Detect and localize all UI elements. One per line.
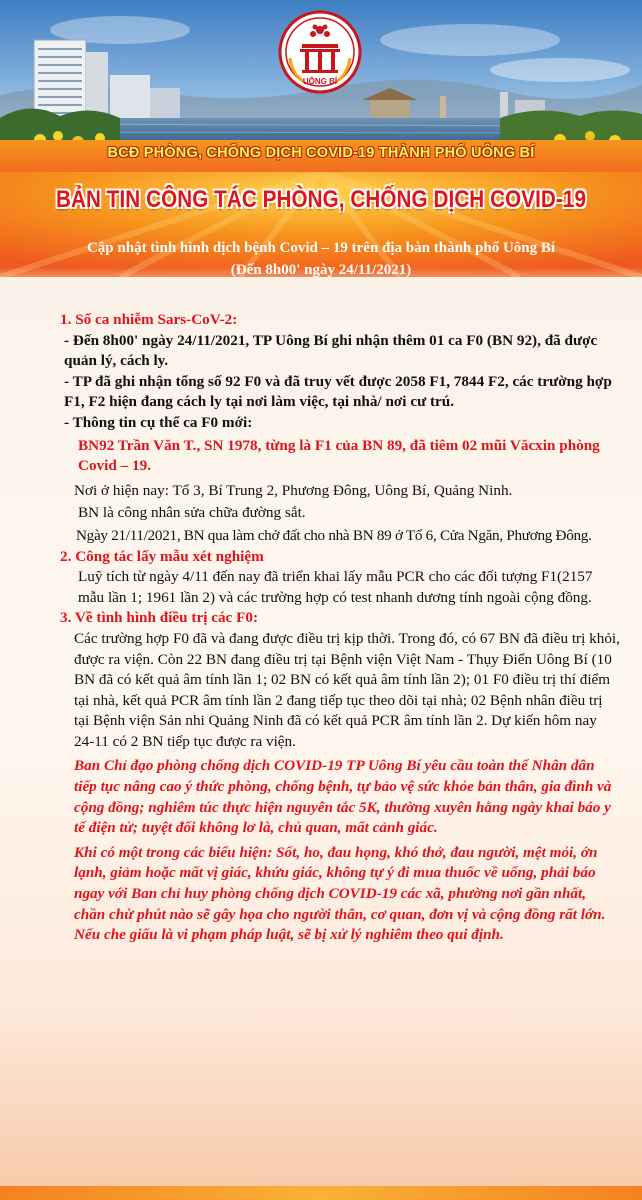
bottom-decor-bar (0, 1186, 642, 1200)
section-2-heading: 2. Công tác lấy mẫu xét nghiệm (60, 547, 264, 565)
notice-paragraph-1: Ban Chỉ đạo phòng chống dịch COVID-19 TP Uông Bí yêu cầu toàn thể Nhân dân tiếp tục nâng cao ý thức phòng, chống bệnh, tự bảo vệ sức khỏe bản thân, gia đình và cộng đồng; nghiêm túc thực hiện nguyên tắc 5K, thường xuyên hằng ngày khai báo y tế điện tử; tuyệt đối không lơ là, chủ quan, mất cảnh giác. (74, 757, 612, 837)
unit-title: BCĐ PHÒNG, CHỐNG DỊCH COVID-19 THÀNH PHỐ UÔNG BÍ (107, 145, 535, 161)
new-case-info: BN92 Trần Văn T., SN 1978, từng là F1 của BN 89, đã tiêm 02 mũi Văcxin phòng Covid – 19. (78, 436, 600, 475)
bulletin-title: BẢN TIN CÔNG TÁC PHÒNG, CHỐNG DỊCH COVID-19 (55, 186, 587, 213)
section-1-paragraph-3: - Thông tin cụ thể ca F0 mới: (64, 413, 253, 431)
section-1-paragraph-1: - Đến 8h00' ngày 24/11/2021, TP Uông Bí ghi nhận thêm 01 ca F0 (BN 92), đã được quản lý, cách ly. (64, 331, 598, 370)
case-history: Ngày 21/11/2021, BN qua làm chở đất cho nhà BN 89 ở Tổ 6, Cửa Ngăn, Phương Đông. (76, 526, 592, 544)
section-3-heading: 3. Về tình hình điều trị các F0: (60, 609, 259, 627)
section-1-heading: 1. Số ca nhiễm Sars-CoV-2: (60, 311, 238, 328)
bulletin-subtitle: Cập nhật tình hình dịch bệnh Covid – 19 trên địa bàn thành phố Uông Bí (86, 240, 556, 256)
bulletin-body (60, 310, 620, 946)
section-3-paragraph: Các trường hợp F0 đã và đang được điều trị kịp thời. Trong đó, có 67 BN đã điều trị khỏi, được ra viện. Còn 22 BN đang điều trị tại Bệnh viện Việt Nam - Thụy Điển Uông Bí (10 BN đã có kết quả âm tính lần 1; 02 BN có kết quả âm tính lần 2); 01 F0 điều trị thí điểm tại nhà, kết quả PCR âm tính lần 2 đang tiếp tục theo dõi tại nhà; 02 Bệnh nhân điều trị tại Bệnh viện Sản nhi Quảng Ninh đã có kết quả PCR âm tính lần 2. Dự kiến hôm nay 24-11 có 2 BN tiếp tục được ra viện. (74, 629, 620, 750)
case-occupation: BN là công nhân sửa chữa đường sắt. (78, 504, 306, 522)
svg-text:UÔNG BÍ: UÔNG BÍ (302, 77, 338, 86)
case-address: Nơi ở hiện nay: Tổ 3, Bí Trung 2, Phương Đông, Uông Bí, Quảng Ninh. (74, 481, 513, 499)
notice-paragraph-2: Khi có một trong các biểu hiện: Sốt, ho, đau họng, khó thở, đau người, mệt mỏi, ớn lạnh, giảm hoặc mất vị giác, khứu giác, không tự ý đi mua thuốc về uống, phải báo ngay với Ban chỉ huy phòng chống dịch COVID-19 các xã, phường nơi gần nhất, chần chừ phút nào sẽ gây họa cho người thân, cơ quan, đơn vị và cộng đồng rất lớn. Nếu che giấu là vi phạm pháp luật, sẽ bị xử lý nghiêm theo qui định. (74, 843, 606, 944)
bulletin-date: (Đến 8h00' ngày 24/11/2021) (230, 262, 412, 278)
city-emblem-logo (278, 8, 362, 102)
section-2-paragraph: Luỹ tích từ ngày 4/11 đến nay đã triển khai lấy mẫu PCR cho các đối tượng F1(2157 mẫu lần 1; 1961 lần 2) và các trường hợp có test nhanh dương tính ngoài cộng đồng. (78, 568, 593, 606)
section-1-paragraph-2: - TP đã ghi nhận tổng số 92 F0 và đã truy vết được 2058 F1, 7844 F2, các trường hợp F1, F2 hiện đang cách ly tại nơi làm việc, tại nhà/ nơi cư trú. (64, 372, 612, 411)
